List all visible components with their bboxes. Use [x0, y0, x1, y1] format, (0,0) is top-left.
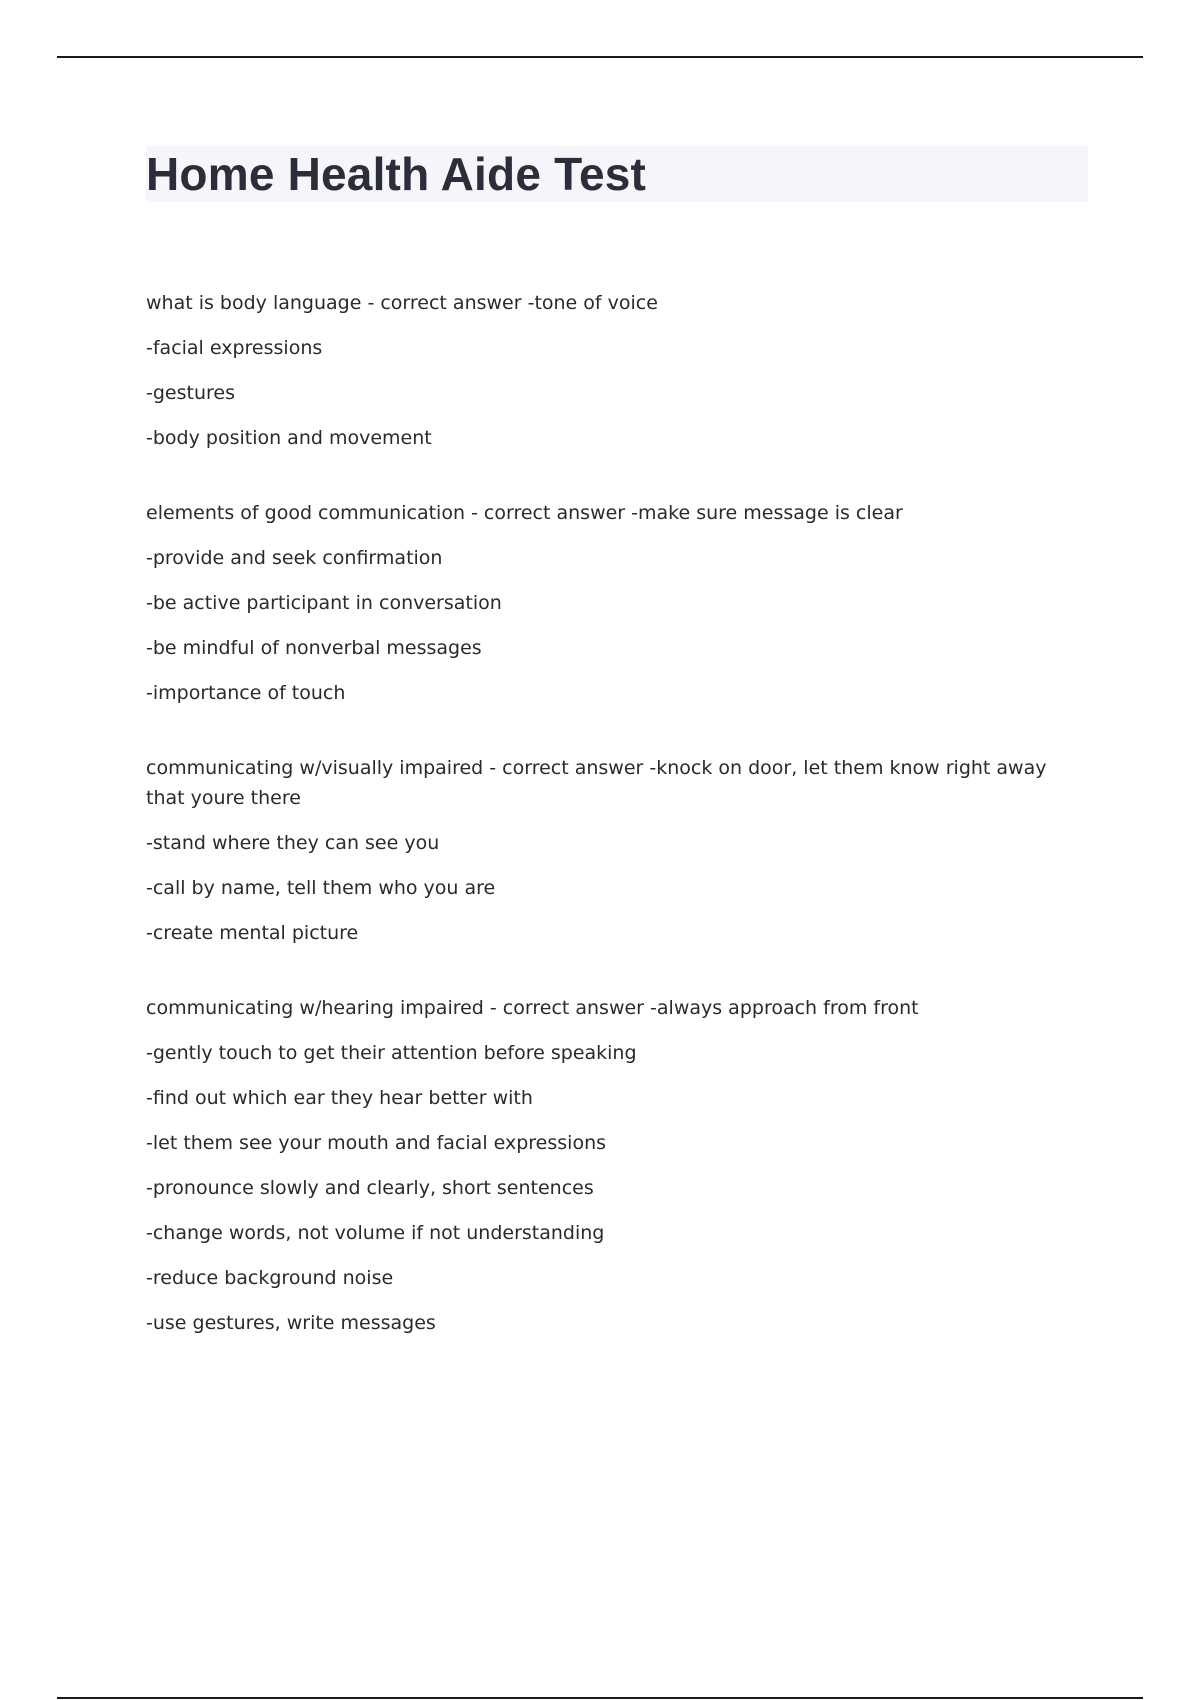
qa-line: -importance of touch [146, 682, 346, 704]
qa-line: -stand where they can see you [146, 832, 440, 854]
bottom-rule [57, 1697, 1143, 1699]
qa-line: -change words, not volume if not understanding [146, 1222, 605, 1244]
qa-line: -find out which ear they hear better with [146, 1087, 533, 1109]
document-body [146, 288, 1076, 1383]
qa-entry-visually-impaired [146, 753, 1076, 948]
qa-line: -be active participant in conversation [146, 592, 502, 614]
qa-line: -let them see your mouth and facial expressions [146, 1132, 607, 1154]
qa-entry-good-communication [146, 498, 1076, 708]
qa-entry-body-language [146, 288, 1076, 453]
qa-line: -gently touch to get their attention before speaking [146, 1042, 637, 1064]
qa-line: communicating w/hearing impaired - correct answer -always approach from front [146, 997, 919, 1019]
qa-line: -be mindful of nonverbal messages [146, 637, 482, 659]
qa-line: -facial expressions [146, 337, 323, 359]
top-rule [57, 56, 1143, 58]
qa-line: -pronounce slowly and clearly, short sentences [146, 1177, 594, 1199]
qa-entry-hearing-impaired [146, 993, 1076, 1338]
qa-line: -body position and movement [146, 427, 432, 449]
qa-line: -use gestures, write messages [146, 1312, 436, 1334]
qa-line: what is body language - correct answer -tone of voice [146, 292, 658, 314]
qa-line: elements of good communication - correct answer -make sure message is clear [146, 502, 903, 524]
page-title: Home Health Aide Test [146, 148, 647, 200]
qa-line: -gestures [146, 382, 235, 404]
qa-line: -create mental picture [146, 922, 359, 944]
qa-line: communicating w/visually impaired - correct answer -knock on door, let them know right away that youre there [146, 757, 1047, 809]
qa-line: -reduce background noise [146, 1267, 394, 1289]
qa-line: -call by name, tell them who you are [146, 877, 496, 899]
qa-line: -provide and seek confirmation [146, 547, 443, 569]
